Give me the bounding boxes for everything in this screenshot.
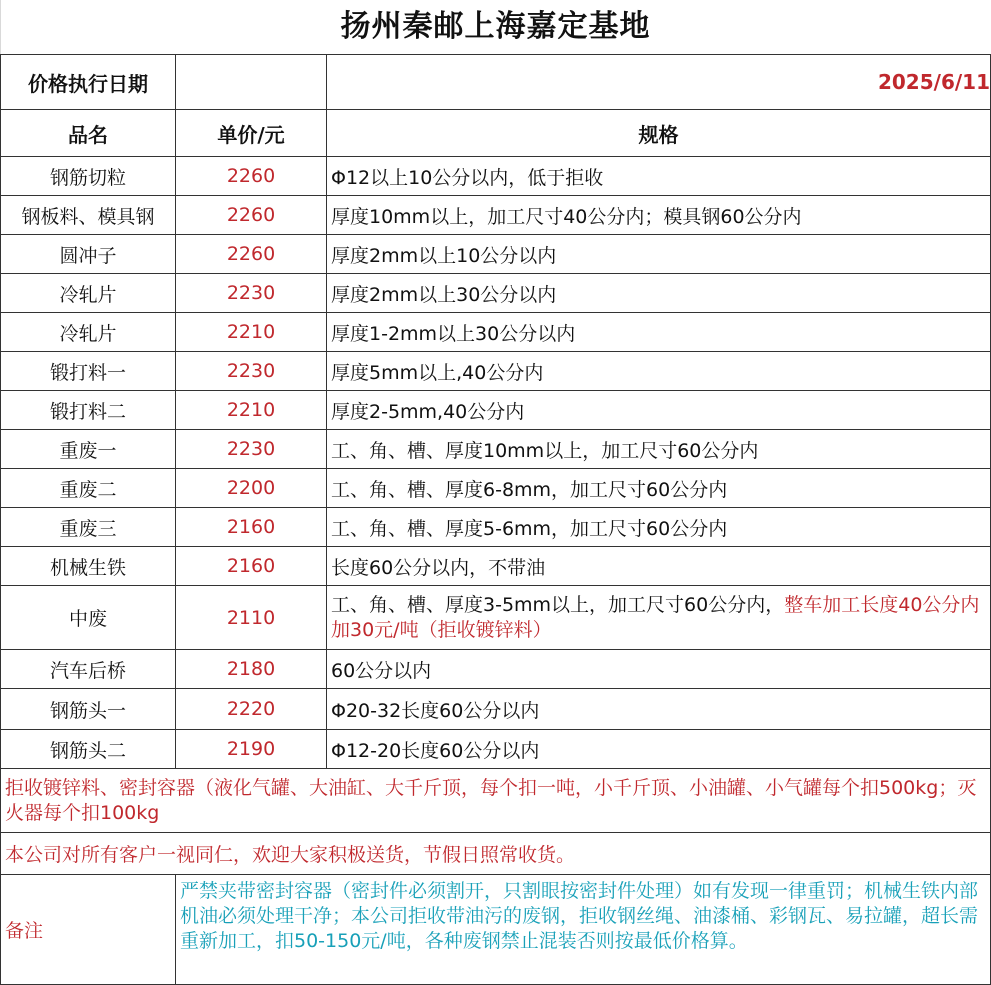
header-row [1,110,991,157]
item-spec-text: 工、角、槽、厚度3-5mm以上，加工尺寸60公分内， [331,593,785,616]
date-row [1,55,991,110]
table-row [1,650,991,689]
item-name: 钢筋切粒 [1,157,176,196]
item-spec: 厚度2mm以上30公分以内 [327,274,991,313]
item-name: 重废一 [1,430,176,469]
item-price: 2230 [176,274,327,313]
item-price: 2160 [176,547,327,586]
item-spec-red-text: 整车加工长度40公分内加30元/吨（拒收镀锌料） [331,593,980,641]
table-row [1,235,991,274]
item-spec: 工、角、槽、厚度5-6mm，加工尺寸60公分内 [327,508,991,547]
table-row [1,547,991,586]
table-row [1,689,991,730]
item-price: 2210 [176,391,327,430]
item-price: 2180 [176,650,327,689]
header-spec: 规格 [327,110,991,157]
item-spec [327,586,991,650]
item-price: 2230 [176,430,327,469]
item-spec: 厚度1-2mm以上30公分以内 [327,313,991,352]
item-name: 锻打料一 [1,352,176,391]
header-name: 品名 [1,110,176,157]
remarks-row [1,875,991,985]
item-name: 钢筋头二 [1,730,176,769]
item-name: 冷轧片 [1,274,176,313]
item-price: 2230 [176,352,327,391]
item-spec: 长度60公分以内，不带油 [327,547,991,586]
item-spec: Φ20-32长度60公分以内 [327,689,991,730]
item-spec: 厚度10mm以上，加工尺寸40公分内；模具钢60公分内 [327,196,991,235]
item-spec: Φ12-20长度60公分以内 [327,730,991,769]
item-name: 重废二 [1,469,176,508]
table-row [1,274,991,313]
table-row [1,469,991,508]
table-row [1,313,991,352]
notice-customers: 本公司对所有客户一视同仁，欢迎大家积极送货，节假日照常收货。 [1,833,991,875]
table-row [1,430,991,469]
table-row [1,730,991,769]
header-price: 单价/元 [176,110,327,157]
item-price: 2200 [176,469,327,508]
item-spec: 工、角、槽、厚度10mm以上，加工尺寸60公分内 [327,430,991,469]
sheet-title: 扬州秦邮上海嘉定基地 [0,0,990,54]
item-price: 2110 [176,586,327,650]
item-spec: 60公分以内 [327,650,991,689]
remarks-text: 严禁夹带密封容器（密封件必须割开，只割眼按密封件处理）如有发现一律重罚；机械生铁内部机油必须处理干净；本公司拒收带油污的废钢，拒收钢丝绳、油漆桶、彩钢瓦、易拉罐，超长需重新加工，扣50-150元/吨，各种废钢禁止混装否则按最低价格算。 [176,875,991,985]
item-name: 中废 [1,586,176,650]
item-price: 2260 [176,157,327,196]
date-empty-cell [176,55,327,110]
item-name: 重废三 [1,508,176,547]
table-row [1,586,991,650]
notice-rejections: 拒收镀锌料、密封容器（液化气罐、大油缸、大千斤顶，每个扣一吨，小千斤顶、小油罐、小气罐每个扣500kg；灭火器每个扣100kg [1,769,991,833]
item-name: 汽车后桥 [1,650,176,689]
item-name: 锻打料二 [1,391,176,430]
item-spec: 厚度5mm以上,40公分内 [327,352,991,391]
table-row [1,391,991,430]
price-table [0,54,991,985]
item-spec: Φ12以上10公分以内，低于拒收 [327,157,991,196]
item-name: 钢筋头一 [1,689,176,730]
table-row [1,157,991,196]
item-price: 2260 [176,235,327,274]
table-row [1,196,991,235]
item-name: 钢板料、模具钢 [1,196,176,235]
item-name: 机械生铁 [1,547,176,586]
notice-row [1,769,991,833]
item-price: 2160 [176,508,327,547]
execution-date: 2025/6/11 [327,55,991,110]
item-price: 2210 [176,313,327,352]
item-name: 冷轧片 [1,313,176,352]
remarks-label: 备注 [1,875,176,985]
item-spec: 厚度2-5mm,40公分内 [327,391,991,430]
item-spec: 工、角、槽、厚度6-8mm，加工尺寸60公分内 [327,469,991,508]
item-price: 2220 [176,689,327,730]
item-price: 2260 [176,196,327,235]
notice-row [1,833,991,875]
date-label: 价格执行日期 [1,55,176,110]
table-row [1,352,991,391]
item-spec: 厚度2mm以上10公分以内 [327,235,991,274]
table-row [1,508,991,547]
item-name: 圆冲子 [1,235,176,274]
item-price: 2190 [176,730,327,769]
